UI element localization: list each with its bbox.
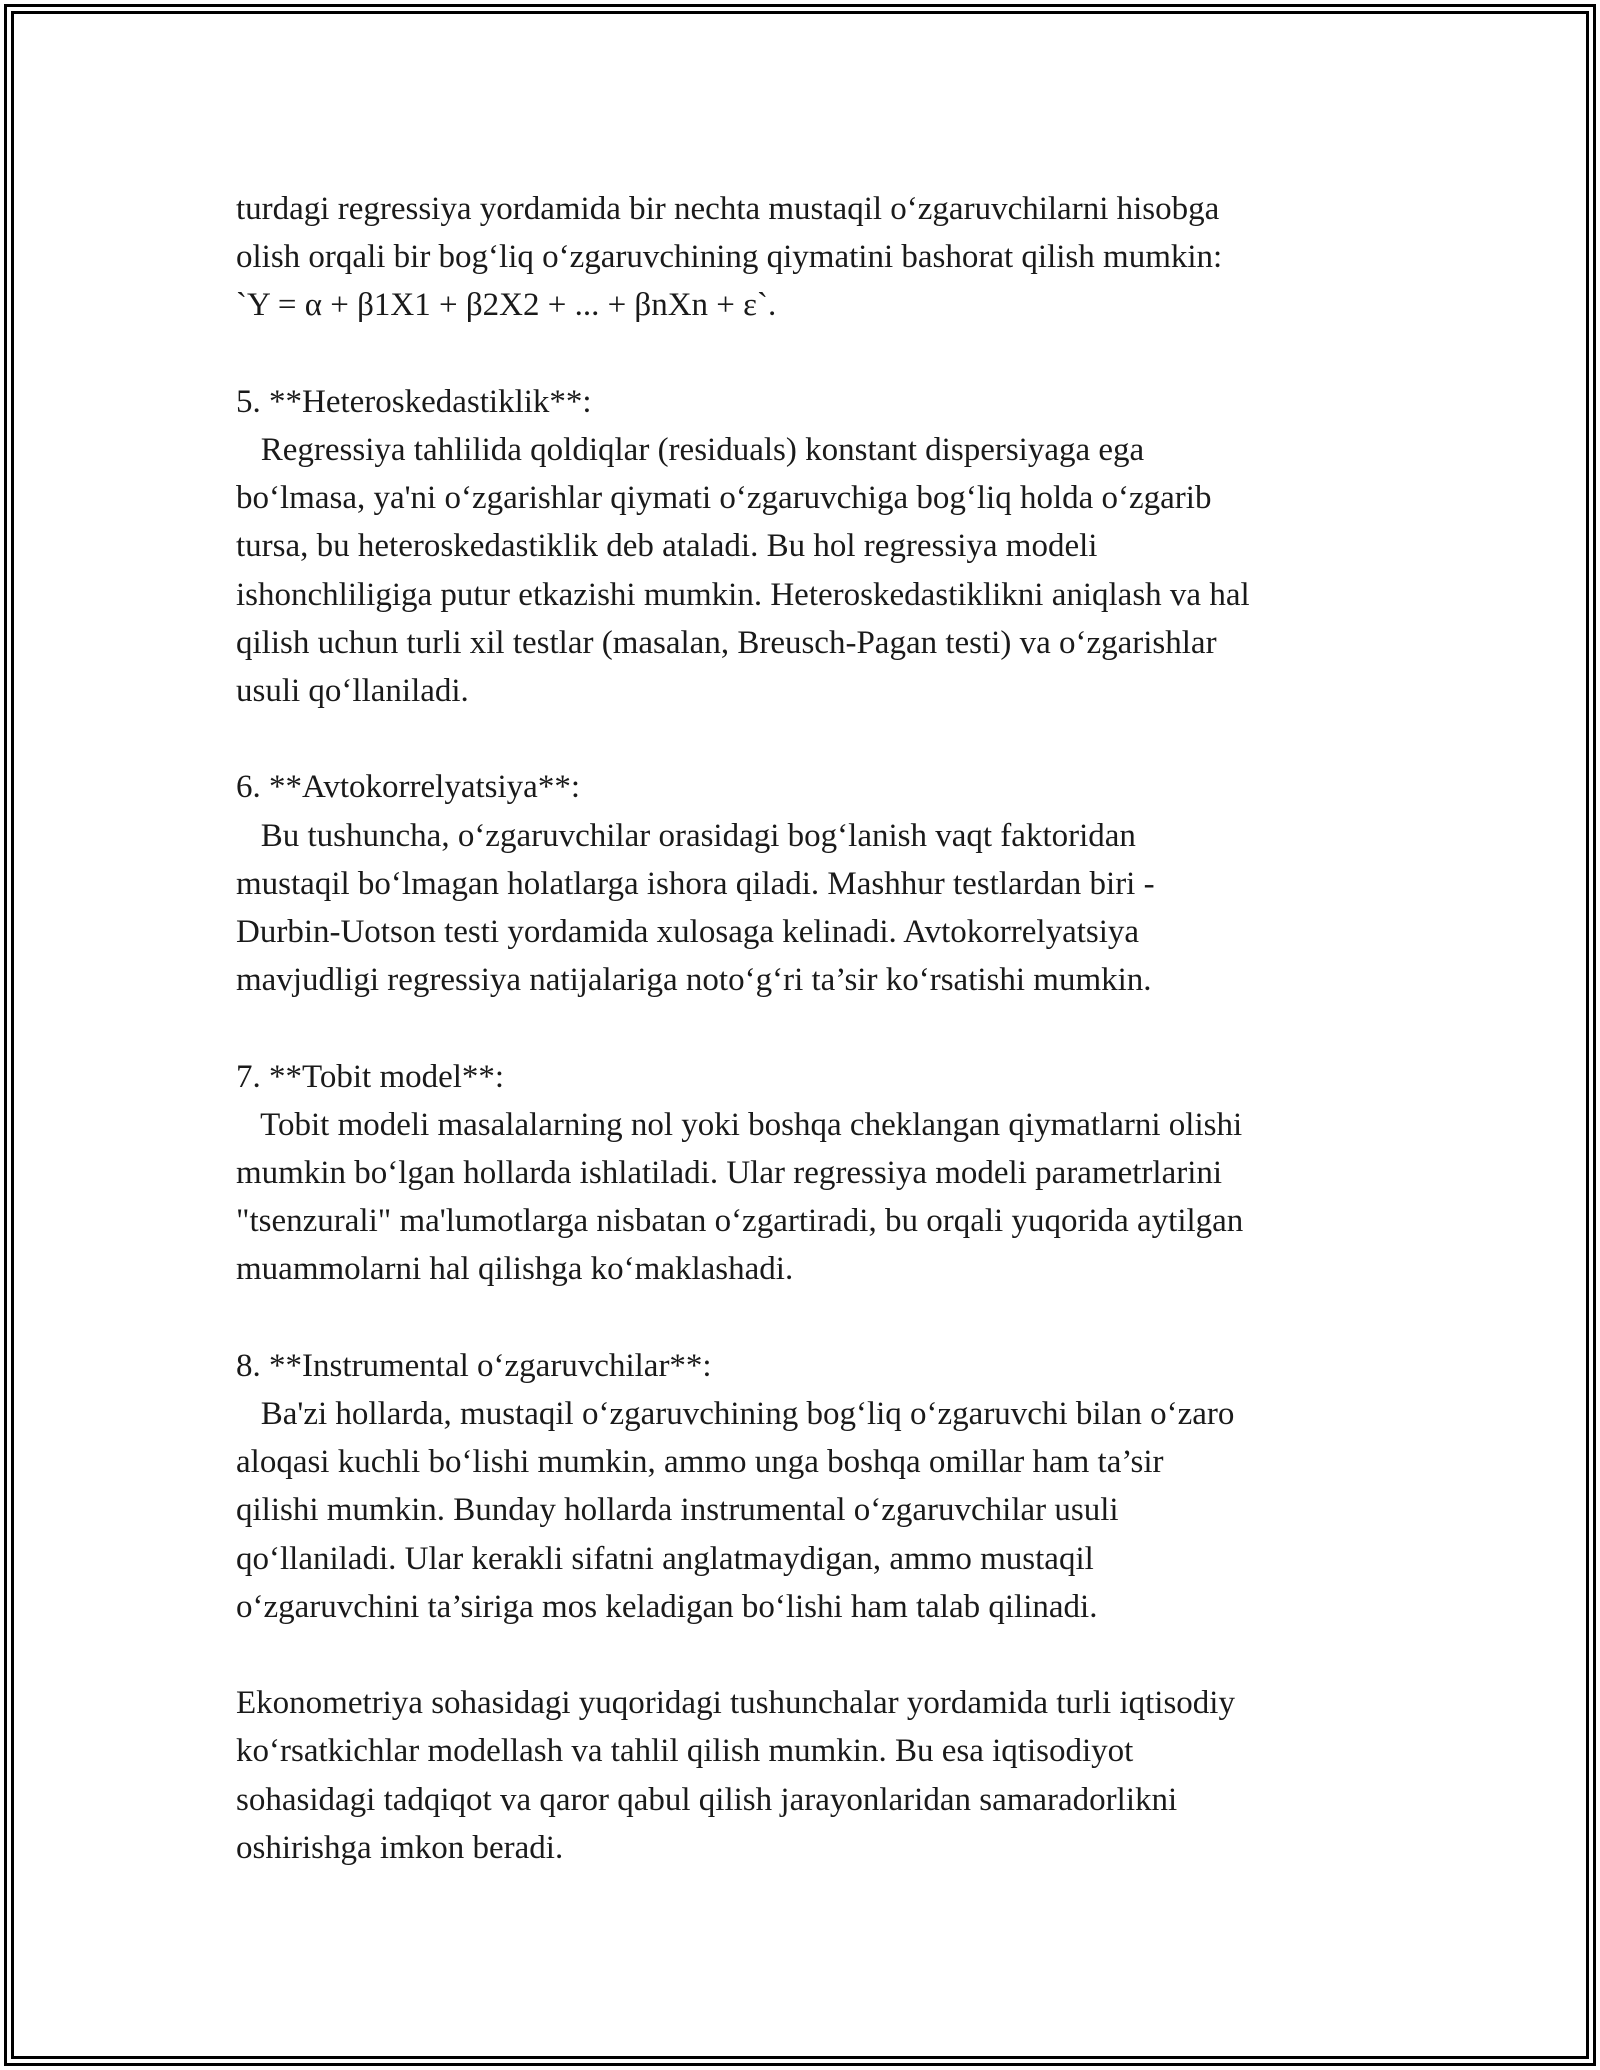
text-line: Durbin-Uotson testi yordamida xulosaga kelinadi. Avtokorrelyatsiya <box>236 914 1140 951</box>
text-line: mavjudligi regressiya natijalariga noto‘g‘ri ta’sir ko‘rsatishi mumkin. <box>236 962 1152 999</box>
section-avtokorrelyatsiya <box>236 763 1386 1004</box>
paragraph-regression-continuation <box>236 185 1386 330</box>
section-heading: 7. **Tobit model**: <box>236 1058 505 1095</box>
text-line: Regressiya tahlilida qoldiqlar (residuals) konstant dispersiyaga ega <box>236 432 1145 468</box>
paragraph-conclusion <box>236 1679 1386 1872</box>
text-line: aloqasi kuchli bo‘lishi mumkin, ammo unga boshqa omillar ham ta’sir <box>236 1444 1164 1481</box>
section-heading: 6. **Avtokorrelyatsiya**: <box>236 769 580 806</box>
text-line: "tsenzurali" ma'lumotlarga nisbatan o‘zgartiradi, bu orqali yuqorida aytilgan <box>236 1203 1244 1240</box>
text-line: Tobit modeli masalalarning nol yoki boshqa cheklangan qiymatlarni olishi <box>236 1106 1243 1143</box>
text-line: oshirishga imkon beradi. <box>236 1829 564 1866</box>
document-body <box>236 185 1386 1920</box>
text-line: ko‘rsatkichlar modellash va tahlil qilish mumkin. Bu esa iqtisodiyot <box>236 1733 1134 1770</box>
text-line: Ekonometriya sohasidagi yuqoridagi tushunchalar yordamida turli iqtisodiy <box>236 1685 1235 1722</box>
text-line: Ba'zi hollarda, mustaqil o‘zgaruvchining bog‘liq o‘zgaruvchi bilan o‘zaro <box>236 1396 1235 1433</box>
text-line: Bu tushuncha, o‘zgaruvchilar orasidagi bog‘lanish vaqt faktoridan <box>236 817 1136 854</box>
text-line: ishonchliligiga putur etkazishi mumkin. Heteroskedastiklikni aniqlash va hal <box>236 576 1250 613</box>
text-line: qo‘llaniladi. Ular kerakli sifatni anglatmaydigan, ammo mustaqil <box>236 1540 1094 1577</box>
text-line: turdagi regressiya yordamida bir nechta mustaqil o‘zgaruvchilarni hisobga <box>236 191 1220 227</box>
text-line: qilish uchun turli xil testlar (masalan, Breusch-Pagan testi) va o‘zgarishlar <box>236 624 1217 661</box>
text-line: olish orqali bir bog‘liq o‘zgaruvchining qiymatini bashorat qilish mumkin: <box>236 239 1223 276</box>
section-heading: 5. **Heteroskedastiklik**: <box>236 383 592 420</box>
text-line: usuli qo‘llaniladi. <box>236 673 469 710</box>
section-heteroskedastiklik <box>236 378 1386 715</box>
text-line: muammolarni hal qilishga ko‘maklashadi. <box>236 1251 794 1288</box>
text-line: qilishi mumkin. Bunday hollarda instrumental o‘zgaruvchilar usuli <box>236 1492 1119 1529</box>
formula-line: `Y = α + β1X1 + β2X2 + ... + βnXn + ε`. <box>236 287 777 324</box>
text-line: tursa, bu heteroskedastiklik deb ataladi. Bu hol regressiya modeli <box>236 528 1098 565</box>
text-line: sohasidagi tadqiqot va qaror qabul qilish jarayonlaridan samaradorlikni <box>236 1781 1178 1818</box>
section-instrumental <box>236 1342 1386 1631</box>
section-tobit-model <box>236 1053 1386 1294</box>
text-line: mumkin bo‘lgan hollarda ishlatiladi. Ular regressiya modeli parametrlarini <box>236 1155 1223 1192</box>
section-heading: 8. **Instrumental o‘zgaruvchilar**: <box>236 1347 712 1384</box>
text-line: o‘zgaruvchini ta’siriga mos keladigan bo‘lishi ham talab qilinadi. <box>236 1588 1098 1625</box>
text-line: bo‘lmasa, ya'ni o‘zgarishlar qiymati o‘zgaruvchiga bog‘liq holda o‘zgarib <box>236 480 1212 517</box>
text-line: mustaqil bo‘lmagan holatlarga ishora qiladi. Mashhur testlardan biri - <box>236 865 1155 902</box>
